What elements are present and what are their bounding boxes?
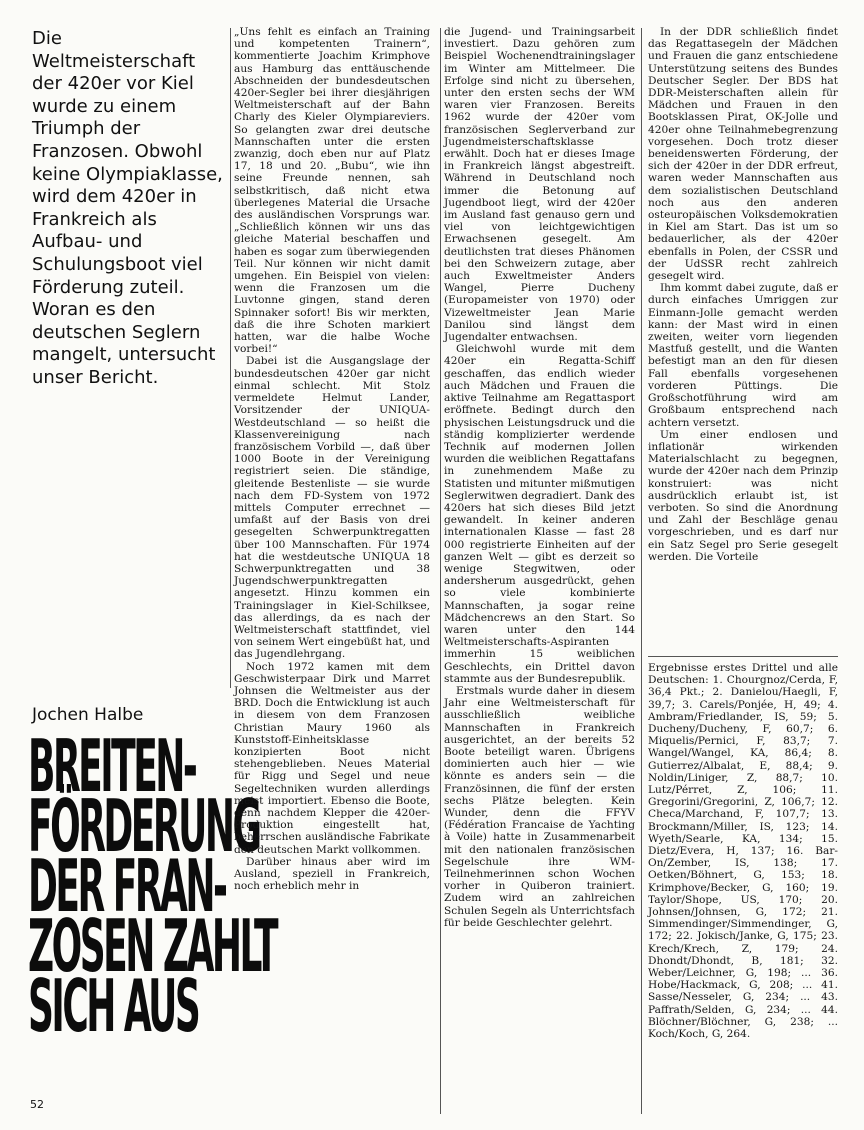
- paragraph: die Jugend- und Trainingsarbeit investiert. Dazu gehören zum Beispiel Wochenendtrainingslager im Winter am Mittelmeer. Die Erfolge sind nicht zu übersehen, unter den ersten sechs der WM waren vier Franzosen. Bereits 1962 wurde der 420er vom französischen Seglerverband zur Jugendmeisterschaftsklasse erwählt. Doch hat er dieses Image in Frankreich längst abgestreift. Während in Deutschland noch immer die Betonung auf Jugendboot liegt, wird der 420er im Ausland fast genauso gern und viel von leichtgewichtigen Erwachsenen gesegelt. Am deutlichsten trat dieses Phänomen bei den Schweizern zutage, aber auch Exweltmeister Anders Wangel, Pierre Ducheny (Europameister von 1970) oder Vizeweltmeister Jean Marie Danilou sind längst dem Jugendalter entwachsen.: [444, 26, 635, 344]
- results-text: Ergebnisse erstes Drittel und alle Deutschen: 1. Chourgnoz/Cerda, F, 36,4 Pkt.; 2. Danielou/Haegli, F, 39,7; 3. Carels/Ponjée, H, 49; 4. Ambram/Friedlander, IS, 59; 5. Ducheny/Ducheny, F, 60,7; 6. Miquelis/Pernici, F, 83,7; 7. Wangel/Wangel, KA, 86,4; 8. Gutierrez/Albalat, E, 88,4; 9. Noldin/Liniger, Z, 88,7; 10. Lutz/Pérret, Z, 106; 11. Gregorini/Gregorini, Z, 106,7; 12. Checa/Marchand, F, 107,7; 13. Brockmann/Miller, IS, 123; 14. Wyeth/Searle, KA, 134; 15. Dietz/Evera, H, 137; 16. Bar-On/Zember, IS, 138; 17. Oetken/Böhnert, G, 153; 18. Krimphove/Becker, G, 160; 19. Taylor/Shope, US, 170; 20. Johnsen/Johnsen, G, 172; 21. Simmendinger/Simmendinger, G, 172; 22. Jokisch/Janke, G, 175; 23. Krech/Krech, Z, 179; 24. Dhondt/Dhondt, B, 181; 32. Weber/Leichner, G, 198; ... 36. Hobe/Hackmack, G, 208; ... 41. Sasse/Nesseler, G, 234; ... 43. Paffrath/Selden, G, 234; ... 44. Blöchner/Blöchner, G, 238; ... Koch/Koch, G, 264.: [648, 662, 838, 1041]
- column-divider: [641, 28, 642, 1114]
- paragraph: In der DDR schließlich findet das Regattasegeln der Mädchen und Frauen die ganz entschiedene Unterstützung seitens des Bundes Deutscher Segler. Der BDS hat DDR-Meisterschaften allein für Mädchen und Frauen in den Bootsklassen Pirat, OK-Jolle und 420er ohne Teilnahmebegrenzung vorgesehen. Doch trotz dieser beneidenswerten Förderung, der sich der 420er in der DDR erfreut, waren weder Mannschaften aus dem sozialistischen Deutschland noch aus den anderen osteuropäischen Volksdemokratien in Kiel am Start. Das ist um so bedauerlicher, als der 420er ebenfalls in Polen, der CSSR und der UdSSR recht zahlreich gesegelt wird.: [648, 26, 838, 283]
- headline-line: DER FRAN-: [28, 844, 226, 928]
- results-box: [648, 662, 838, 1040]
- text-column-2: [444, 26, 635, 929]
- results-divider: [648, 656, 838, 657]
- text-column-1: [234, 26, 430, 892]
- paragraph: Um einer endlosen und inflationär wirkenden Materialschlacht zu begegnen, wurde der 420er nach dem Prinzip konstruiert: was nicht ausdrücklich erlaubt ist, ist verboten. So sind die Anordnung und Zahl der Beschläge genau vorgeschrieben, und es darf nur ein Satz Segel pro Serie gesegelt werden. Die Vorteile: [648, 428, 838, 563]
- author-name: Jochen Halbe: [32, 705, 144, 725]
- headline-line: FÖRDERUNG: [28, 784, 260, 868]
- paragraph: Erstmals wurde daher in diesem Jahr eine Weltmeisterschaft für ausschließlich weibliche Mannschaften in Frankreich ausgerichtet, an der bereits 52 Boote beteiligt waren. Übrigens dominierten auch hier — wie könnte es anders sein — die Französinnen, die fünf der ersten sechs Plätze belegten. Kein Wunder, denn die FFYV (Fédération Francaise de Yachting à Voile) hatte in Zusammenarbeit mit den nationalen französischen Segelschule ihre WM-Teilnehmerinnen schon Wochen vorher in Quiberon trainiert. Zudem wird an zahlreichen Schulen Segeln als Unterrichtsfach für beide Geschlechter gelehrt.: [444, 684, 635, 929]
- text-column-3: [648, 26, 838, 563]
- paragraph: „Uns fehlt es einfach an Training und kompetenten Trainern“, kommentierte Joachim Krimphove aus Hamburg das enttäuschende Abschneiden der bundesdeutschen 420er-Segler bei ihrer diesjährigen Weltmeisterschaft auf der Bahn Charly des Kieler Olympiareviers. So gelangten zwar drei deutsche Mannschaften unter die ersten zwanzig, doch eben nur auf Platz 17, 18 und 20. „Bubu“, wie ihn seine Freunde nennen, sah selbstkritisch, daß nicht etwa überlegenes Material die Ursache des ausländischen Vorsprungs war. „Schließlich können wir uns das gleiche Material beschaffen und haben es sogar zum überwiegenden Teil. Nur können wir nicht damit umgehen. Ein Beispiel von vielen: wenn die Franzosen um die Luvtonne gingen, stand deren Spinnaker sofort! Bis wir merkten, daß die ihre Schoten markiert hatten, war die halbe Woche vorbei!“: [234, 26, 430, 356]
- headline-line: ZOSEN ZAHLT: [28, 904, 277, 988]
- paragraph: Noch 1972 kamen mit dem Geschwisterpaar Dirk und Marret Johnsen die Weltmeister aus der BRD. Doch die Entwicklung ist auch in diesem von dem Franzosen Christian Maury 1960 als Kunststoff-Einheitsklasse konzipierten Boot nicht stehengeblieben. Neues Material für Rigg und Segel und neue Segeltechniken wurden allerdings meist importiert. Ebenso die Boote, denn nachdem Klepper die 420er-Produktion eingestellt hat, beherrschen ausländische Fabrikate den deutschen Markt vollkommen.: [234, 660, 430, 856]
- article-intro: Die Weltmeisterschaft der 420er vor Kiel wurde zu einem Triumph der Franzosen. Obwohl keine Olympiaklasse, wird dem 420er in Frankreich als Aufbau- und Schulungsboot viel Förderung zuteil. Woran es den deutschen Seglern mangelt, untersucht unser Bericht.: [32, 28, 223, 388]
- headline-line: SICH AUS: [28, 964, 199, 1048]
- paragraph: Ihm kommt dabei zugute, daß er durch einfaches Umriggen zur Einmann-Jolle gemacht werden kann: der Mast wird in einen zweiten, weiter vorn liegenden Mastfuß gestellt, und die Wanten befestigt man an den für diesen Fall ebenfalls vorgesehenen vorderen Püttings. Die Großschotführung wird am Großbaum entsprechend nach achtern versetzt.: [648, 282, 838, 429]
- column-divider: [230, 28, 231, 688]
- headline-line: BREITEN-: [28, 724, 196, 808]
- paragraph: Dabei ist die Ausgangslage der bundesdeutschen 420er gar nicht einmal schlecht. Mit Stolz vermeldete Helmut Lander, Vorsitzender der UNIQUA-Westdeutschland — so heißt die Klassenvereinigung nach französischem Vorbild —, daß über 1000 Boote in der Vereinigung registriert seien. Die ständige, gleitende Bestenliste — sie wurde nach dem FD-System von 1972 mittels Computer errechnet — umfaßt auf der Basis von drei gesegelten Schwerpunktregatten über 100 Mannschaften. Für 1974 hat die westdeutsche UNIQUA 18 Schwerpunktregatten und 38 Jugendschwerpunktregatten angesetzt. Hinzu kommen ein Trainingslager in Kiel-Schilksee, das allerdings, da es nach der Weltmeisterschaft stattfindet, viel von seinem Wert eingebüßt hat, und das Jugendlehrgang.: [234, 355, 430, 661]
- page-number: 52: [30, 1098, 44, 1111]
- paragraph: Gleichwohl wurde mit dem 420er ein Regatta-Schiff geschaffen, das endlich wieder auch Mädchen und Frauen die aktive Teilnahme am Regattasport eröffnete. Bedingt durch den physischen Leistungsdruck und die ständig komplizierter werdende Technik auf modernen Jollen wurden die weiblichen Regattafans in zunehmendem Maße zu Statisten und mitunter mißmutigen Seglerwitwen degradiert. Dank des 420ers hat sich dieses Bild jetzt gewandelt. In keiner anderen internationalen Klasse — fast 28 000 registrierte Einheiten auf der ganzen Welt — gibt es derzeit so wenige Stegwitwen, oder andersherum ausgedrückt, gehen so viele kombinierte Mannschaften, ja sogar reine Mädchencrews an den Start. So waren unter den 144 Weltmeisterschafts-Aspiranten immerhin 15 weiblichen Geschlechts, ein Drittel davon stammte aus der Bundesrepublik.: [444, 343, 635, 685]
- headline: [28, 724, 277, 1048]
- column-divider: [440, 28, 441, 1114]
- paragraph: Darüber hinaus aber wird im Ausland, speziell in Frankreich, noch erheblich mehr in: [234, 855, 430, 893]
